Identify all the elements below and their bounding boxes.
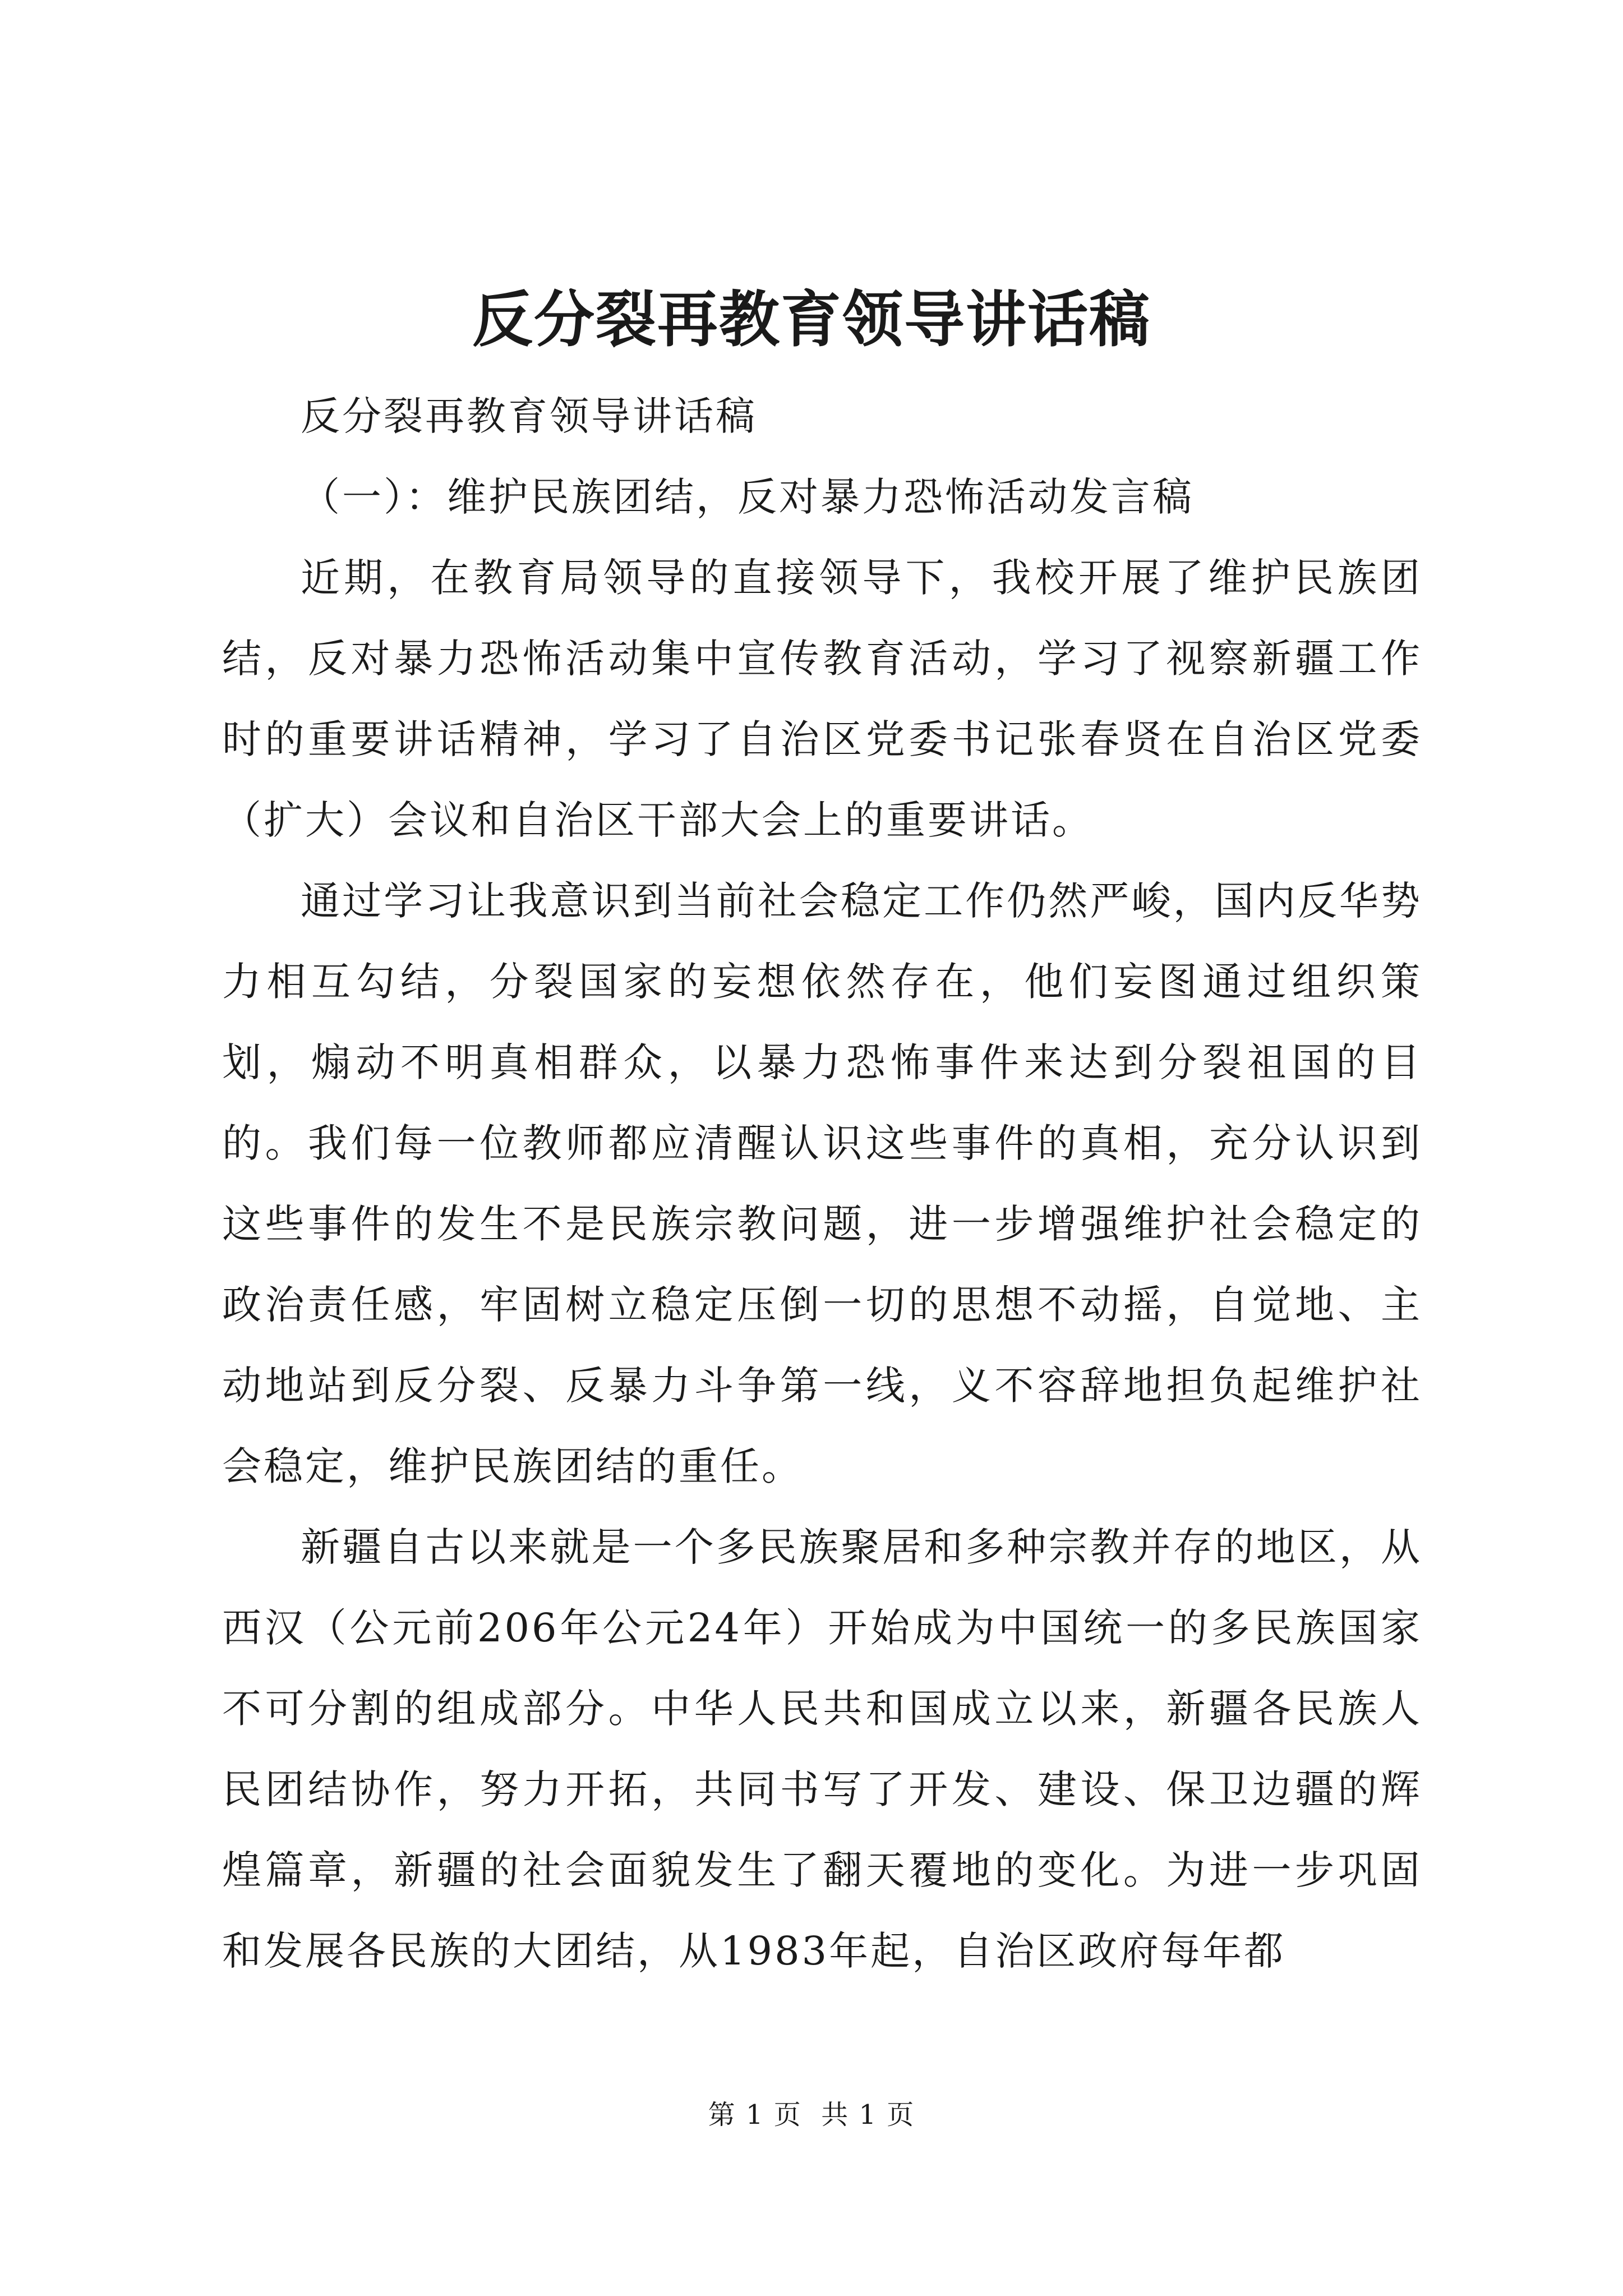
- paragraph-subtitle: 反分裂再教育领导讲话稿: [301, 393, 757, 439]
- paragraph-2: 通过学习让我意识到当前社会稳定工作仍然严峻，国内反华势力相互勾结，分裂国家的妄想依然存在，他们妄图通过组织策划，煽动不明真相群众，以暴力恐怖事件来达到分裂祖国的目的。我们每一位教师都应清醒认识这些事件的真相，充分认识到这些事件的发生不是民族宗教问题，进一步增强维护社会稳定的政治责任感，牢固树立稳定压倒一切的思想不动摇，自觉地、主动地站到反分裂、反暴力斗争第一线，义不容辞地担负起维护社会稳定，维护民族团结的重任。: [222, 878, 1422, 1489]
- paragraph-3: 新疆自古以来就是一个多民族聚居和多种宗教并存的地区，从西汉（公元前206年公元24年）开始成为中国统一的多民族国家不可分割的组成部分。中华人民共和国成立以来，新疆各民族人民团结协作，努力开拓，共同书写了开发、建设、保卫边疆的辉煌篇章，新疆的社会面貌发生了翻天覆地的变化。为进一步巩固和发展各民族的大团结，从1983年起，自治区政府每年都: [222, 1524, 1422, 1974]
- document-body: [222, 376, 1422, 1991]
- page-footer: [0, 2095, 1623, 2134]
- page-number: 第 1 页 共 1 页: [708, 2099, 915, 2131]
- paragraph-section-heading: （一）：维护民族团结，反对暴力恐怖活动发言稿: [301, 474, 1194, 520]
- paragraph-1: 近期，在教育局领导的直接领导下，我校开展了维护民族团结，反对暴力恐怖活动集中宣传教育活动，学习了视察新疆工作时的重要讲话精神，学习了自治区党委书记张春贤在自治区党委（扩大）会议和自治区干部大会上的重要讲话。: [222, 555, 1422, 843]
- document-title: 反分裂再教育领导讲话稿: [472, 284, 1151, 355]
